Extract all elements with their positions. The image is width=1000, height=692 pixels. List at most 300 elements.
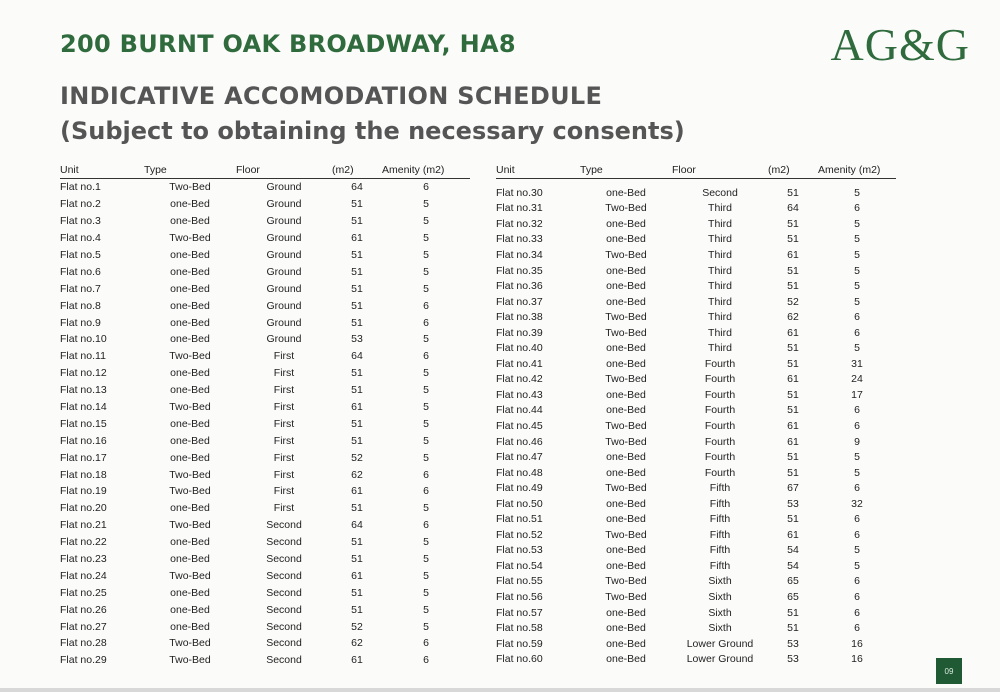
cell-amenity: 5 (854, 466, 860, 479)
cell-area: 52 (351, 451, 363, 464)
cell-floor: Third (708, 280, 732, 293)
cell-type: one-Bed (170, 417, 210, 430)
cell-floor: Ground (266, 249, 302, 261)
cell-area: 51 (787, 217, 799, 230)
cell-unit: Flat no.24 (60, 569, 107, 582)
cell-floor: First (273, 401, 295, 414)
column-header-floor: Floor (672, 162, 768, 179)
cell-type: Two-Bed (169, 401, 211, 414)
cell-amenity: 5 (854, 264, 860, 277)
cell-type: one-Bed (606, 217, 646, 230)
cell-unit: Flat no.46 (496, 435, 543, 448)
cell-floor: Third (708, 248, 732, 261)
cell-area: 65 (787, 590, 799, 603)
table-row (60, 297, 470, 314)
cell-area: 51 (351, 553, 363, 566)
column-header-area: (m2) (332, 162, 382, 179)
page-title: 200 BURNT OAK BROADWAY, HA8 (60, 30, 516, 58)
cell-floor: Ground (266, 215, 302, 228)
cell-unit: Flat no.17 (60, 451, 107, 464)
cell-amenity: 6 (854, 606, 860, 619)
cell-amenity: 5 (423, 586, 429, 599)
cell-amenity: 6 (854, 622, 860, 635)
table-row (60, 635, 470, 652)
table-row (60, 314, 470, 331)
cell-amenity: 6 (423, 299, 429, 312)
cell-unit: Flat no.37 (496, 295, 543, 308)
cell-type: Two-Bed (169, 232, 211, 245)
cell-area: 61 (351, 569, 363, 582)
cell-area: 67 (787, 482, 799, 495)
table-row (496, 418, 896, 434)
cell-floor: Ground (266, 316, 302, 329)
cell-area: 51 (787, 451, 799, 464)
cell-floor: Third (708, 342, 732, 355)
cell-unit: Flat no.38 (496, 311, 543, 324)
cell-amenity: 5 (854, 248, 860, 261)
cell-unit: Flat no.20 (60, 502, 107, 515)
cell-unit: Flat no.41 (496, 357, 543, 370)
cell-floor: Second (266, 603, 302, 616)
cell-floor: Second (266, 586, 302, 599)
cell-type: Two-Bed (605, 373, 647, 386)
cell-amenity: 6 (423, 181, 429, 194)
cell-type: Two-Bed (169, 637, 211, 650)
cell-floor: Ground (266, 181, 302, 194)
table-row (496, 589, 896, 605)
cell-type: Two-Bed (605, 311, 647, 324)
cell-unit: Flat no.48 (496, 466, 543, 479)
table-row (496, 201, 896, 217)
cell-floor: Second (266, 536, 302, 549)
column-header-floor: Floor (236, 162, 332, 179)
table-row (496, 325, 896, 341)
table-row (60, 500, 470, 517)
cell-area: 51 (787, 513, 799, 526)
cell-type: one-Bed (606, 559, 646, 572)
cell-unit: Flat no.25 (60, 586, 107, 599)
cell-type: Two-Bed (169, 468, 211, 481)
cell-amenity: 5 (423, 417, 429, 430)
table-row (496, 636, 896, 652)
cell-floor: Ground (266, 198, 302, 211)
cell-area: 51 (787, 264, 799, 277)
cell-amenity: 5 (423, 333, 429, 346)
table-row (60, 567, 470, 584)
cell-unit: Flat no.36 (496, 280, 543, 293)
cell-area: 51 (787, 466, 799, 479)
cell-type: one-Bed (170, 620, 210, 633)
table-row (60, 399, 470, 416)
cell-area: 64 (787, 202, 799, 215)
cell-floor: Fourth (704, 419, 736, 432)
table-row (60, 534, 470, 551)
cell-unit: Flat no.60 (496, 653, 543, 666)
table-row (496, 620, 896, 636)
cell-type: Two-Bed (169, 654, 211, 667)
cell-area: 51 (787, 404, 799, 417)
cell-type: Two-Bed (605, 590, 647, 603)
cell-amenity: 17 (851, 388, 863, 401)
cell-area: 61 (787, 248, 799, 261)
table-row (60, 331, 470, 348)
cell-unit: Flat no.1 (60, 181, 101, 194)
cell-unit: Flat no.19 (60, 485, 107, 498)
cell-floor: Fifth (709, 513, 731, 526)
table-row (60, 365, 470, 382)
cell-area: 53 (351, 333, 363, 346)
cell-area: 61 (787, 435, 799, 448)
cell-amenity: 6 (854, 202, 860, 215)
cell-area: 51 (787, 388, 799, 401)
cell-unit: Flat no.42 (496, 373, 543, 386)
cell-area: 51 (351, 299, 363, 312)
table-row (496, 543, 896, 559)
cell-amenity: 6 (854, 404, 860, 417)
cell-unit: Flat no.32 (496, 217, 543, 230)
cell-type: one-Bed (170, 451, 210, 464)
table-row (496, 449, 896, 465)
table-row (60, 517, 470, 534)
cell-floor: Sixth (708, 622, 732, 635)
cell-area: 61 (787, 419, 799, 432)
cell-floor: First (273, 502, 295, 515)
cell-type: Two-Bed (169, 569, 211, 582)
table-row (496, 434, 896, 450)
cell-amenity: 6 (854, 482, 860, 495)
cell-type: one-Bed (170, 333, 210, 346)
cell-amenity: 5 (423, 502, 429, 515)
cell-amenity: 6 (423, 316, 429, 329)
cell-unit: Flat no.13 (60, 384, 107, 397)
cell-area: 62 (787, 311, 799, 324)
cell-floor: Second (266, 569, 302, 582)
cell-amenity: 5 (423, 401, 429, 414)
cell-amenity: 5 (854, 217, 860, 230)
table-row (496, 605, 896, 621)
table-row (496, 387, 896, 403)
table-row (60, 584, 470, 601)
cell-area: 51 (351, 536, 363, 549)
cell-type: one-Bed (170, 299, 210, 312)
table-row (496, 558, 896, 574)
cell-type: one-Bed (170, 586, 210, 599)
cell-area: 52 (351, 620, 363, 633)
cell-floor: Ground (266, 265, 302, 278)
cell-floor: Third (708, 264, 732, 277)
cell-floor: First (273, 367, 295, 380)
cell-floor: Ground (266, 333, 302, 346)
cell-unit: Flat no.14 (60, 401, 107, 414)
cell-unit: Flat no.5 (60, 249, 101, 261)
cell-unit: Flat no.28 (60, 637, 107, 650)
cell-type: one-Bed (606, 342, 646, 355)
cell-unit: Flat no.9 (60, 316, 101, 329)
cell-area: 61 (787, 528, 799, 541)
cell-type: one-Bed (606, 388, 646, 401)
cell-floor: Third (708, 202, 732, 215)
table-body-left (60, 179, 470, 669)
table-row (60, 551, 470, 568)
cell-type: Two-Bed (169, 485, 211, 498)
cell-unit: Flat no.22 (60, 536, 107, 549)
cell-floor: Fifth (709, 482, 731, 495)
cell-floor: First (273, 417, 295, 430)
cell-amenity: 6 (423, 485, 429, 498)
cell-amenity: 5 (423, 265, 429, 278)
column-header-unit: Unit (496, 162, 580, 179)
cell-amenity: 5 (423, 249, 429, 261)
cell-floor: Fourth (704, 404, 736, 417)
cell-unit: Flat no.51 (496, 513, 543, 526)
cell-type: Two-Bed (605, 482, 647, 495)
cell-floor: Second (266, 620, 302, 633)
cell-floor: Sixth (708, 590, 732, 603)
cell-amenity: 6 (423, 519, 429, 532)
cell-unit: Flat no.10 (60, 333, 107, 346)
cell-floor: Fourth (704, 357, 736, 370)
cell-floor: Fourth (704, 466, 736, 479)
schedule-table-right (496, 162, 896, 667)
table-row (496, 465, 896, 481)
cell-area: 51 (787, 357, 799, 370)
cell-unit: Flat no.49 (496, 482, 543, 495)
cell-amenity: 9 (854, 435, 860, 448)
cell-amenity: 5 (854, 295, 860, 308)
cell-type: Two-Bed (605, 419, 647, 432)
table-row (496, 480, 896, 496)
cell-type: one-Bed (170, 249, 210, 261)
table-row (496, 278, 896, 294)
cell-amenity: 16 (851, 653, 863, 666)
cell-amenity: 6 (423, 350, 429, 363)
cell-type: one-Bed (170, 198, 210, 211)
cell-floor: Fourth (704, 388, 736, 401)
cell-floor: Fourth (704, 373, 736, 386)
cell-unit: Flat no.31 (496, 202, 543, 215)
cell-area: 53 (787, 497, 799, 510)
cell-area: 61 (787, 326, 799, 339)
schedule-table-left (60, 162, 470, 669)
cell-type: one-Bed (606, 264, 646, 277)
cell-type: Two-Bed (605, 435, 647, 448)
cell-unit: Flat no.30 (496, 186, 543, 199)
consent-note: (Subject to obtaining the necessary consents) (60, 117, 685, 145)
cell-amenity: 5 (423, 620, 429, 633)
cell-amenity: 6 (423, 468, 429, 481)
table-row (60, 618, 470, 635)
cell-amenity: 6 (854, 513, 860, 526)
cell-amenity: 5 (423, 232, 429, 245)
cell-area: 52 (787, 295, 799, 308)
table-row (60, 652, 470, 669)
cell-area: 51 (787, 233, 799, 246)
cell-amenity: 5 (854, 559, 860, 572)
cell-type: Two-Bed (605, 202, 647, 215)
table-row (496, 527, 896, 543)
cell-unit: Flat no.15 (60, 417, 107, 430)
table-row (60, 348, 470, 365)
cell-amenity: 5 (854, 544, 860, 557)
cell-unit: Flat no.4 (60, 232, 101, 245)
cell-unit: Flat no.43 (496, 388, 543, 401)
column-header-amenity: Amenity (m2) (382, 162, 470, 179)
cell-amenity: 5 (854, 342, 860, 355)
cell-area: 61 (787, 373, 799, 386)
table-row (60, 196, 470, 213)
cell-floor: Second (266, 553, 302, 566)
cell-area: 51 (787, 606, 799, 619)
cell-type: Two-Bed (605, 575, 647, 588)
table-row (60, 263, 470, 280)
cell-type: one-Bed (170, 434, 210, 447)
cell-area: 51 (351, 384, 363, 397)
table-row (496, 247, 896, 263)
cell-floor: Ground (266, 232, 302, 245)
table-row (496, 356, 896, 372)
cell-amenity: 5 (854, 451, 860, 464)
cell-area: 61 (351, 485, 363, 498)
cell-type: Two-Bed (605, 326, 647, 339)
cell-unit: Flat no.53 (496, 544, 543, 557)
cell-unit: Flat no.29 (60, 654, 107, 667)
cell-amenity: 16 (851, 637, 863, 650)
cell-amenity: 24 (851, 373, 863, 386)
cell-unit: Flat no.35 (496, 264, 543, 277)
cell-area: 64 (351, 519, 363, 532)
cell-unit: Flat no.57 (496, 606, 543, 619)
table-row (60, 432, 470, 449)
cell-amenity: 5 (423, 536, 429, 549)
table-row (496, 372, 896, 388)
cell-area: 53 (787, 637, 799, 650)
cell-area: 54 (787, 559, 799, 572)
cell-floor: First (273, 468, 295, 481)
table-row (60, 483, 470, 500)
cell-type: one-Bed (606, 606, 646, 619)
cell-type: one-Bed (170, 502, 210, 515)
cell-floor: Fifth (709, 528, 731, 541)
cell-floor: Third (708, 295, 732, 308)
cell-amenity: 5 (423, 603, 429, 616)
cell-type: one-Bed (606, 295, 646, 308)
cell-area: 51 (351, 367, 363, 380)
cell-unit: Flat no.47 (496, 451, 543, 464)
cell-amenity: 6 (854, 528, 860, 541)
cell-unit: Flat no.27 (60, 620, 107, 633)
cell-area: 51 (351, 198, 363, 211)
column-header-type: Type (144, 162, 236, 179)
cell-unit: Flat no.40 (496, 342, 543, 355)
cell-floor: Sixth (708, 606, 732, 619)
cell-unit: Flat no.6 (60, 265, 101, 278)
cell-type: one-Bed (606, 186, 646, 199)
cell-floor: Lower Ground (686, 637, 754, 650)
cell-unit: Flat no.11 (60, 350, 106, 363)
table-row (60, 382, 470, 399)
cell-type: one-Bed (170, 265, 210, 278)
cell-unit: Flat no.33 (496, 233, 543, 246)
cell-area: 51 (351, 249, 363, 261)
cell-unit: Flat no.52 (496, 528, 543, 541)
cell-area: 53 (787, 653, 799, 666)
column-header-type: Type (580, 162, 672, 179)
company-logo: AG&G (830, 19, 970, 70)
cell-area: 64 (351, 181, 363, 194)
cell-unit: Flat no.59 (496, 637, 543, 650)
cell-area: 51 (351, 215, 363, 228)
cell-type: one-Bed (606, 497, 646, 510)
cell-type: one-Bed (606, 513, 646, 526)
table-row (496, 216, 896, 232)
table-row (60, 247, 470, 264)
column-header-area: (m2) (768, 162, 818, 179)
cell-area: 51 (351, 316, 363, 329)
cell-amenity: 6 (854, 311, 860, 324)
page-number-badge: 09 (936, 658, 962, 684)
cell-amenity: 5 (423, 198, 429, 211)
cell-floor: First (273, 485, 295, 498)
cell-type: one-Bed (170, 536, 210, 549)
table-row (496, 294, 896, 310)
cell-floor: Third (708, 217, 732, 230)
table-row (496, 403, 896, 419)
cell-amenity: 5 (423, 367, 429, 380)
cell-area: 51 (351, 586, 363, 599)
cell-unit: Flat no.34 (496, 248, 543, 261)
cell-area: 51 (351, 434, 363, 447)
table-row (60, 230, 470, 247)
cell-floor: First (273, 434, 295, 447)
cell-unit: Flat no.3 (60, 215, 101, 228)
cell-type: Two-Bed (169, 519, 211, 532)
cell-type: Two-Bed (169, 350, 211, 363)
table-row (60, 280, 470, 297)
cell-type: Two-Bed (169, 181, 211, 194)
cell-amenity: 31 (851, 357, 863, 370)
cell-type: one-Bed (170, 215, 210, 228)
cell-area: 51 (351, 502, 363, 515)
cell-floor: Fifth (709, 559, 731, 572)
cell-floor: First (273, 384, 295, 397)
cell-unit: Flat no.50 (496, 497, 543, 510)
table-header-row (60, 162, 470, 179)
cell-unit: Flat no.45 (496, 419, 543, 432)
cell-floor: Second (702, 186, 738, 199)
cell-floor: Second (266, 654, 302, 667)
cell-floor: Fourth (704, 435, 736, 448)
table-row (60, 601, 470, 618)
cell-type: one-Bed (606, 451, 646, 464)
cell-area: 61 (351, 654, 363, 667)
cell-type: one-Bed (170, 316, 210, 329)
table-row (496, 263, 896, 279)
cell-unit: Flat no.26 (60, 603, 107, 616)
cell-unit: Flat no.44 (496, 404, 543, 417)
cell-area: 51 (787, 622, 799, 635)
cell-type: one-Bed (170, 384, 210, 397)
bottom-divider (0, 688, 1000, 692)
cell-amenity: 5 (423, 434, 429, 447)
cell-unit: Flat no.58 (496, 622, 543, 635)
cell-floor: Third (708, 311, 732, 324)
cell-type: Two-Bed (605, 248, 647, 261)
cell-type: Two-Bed (605, 528, 647, 541)
cell-floor: First (273, 451, 295, 464)
cell-area: 51 (351, 603, 363, 616)
cell-floor: Fourth (704, 451, 736, 464)
cell-unit: Flat no.39 (496, 326, 543, 339)
